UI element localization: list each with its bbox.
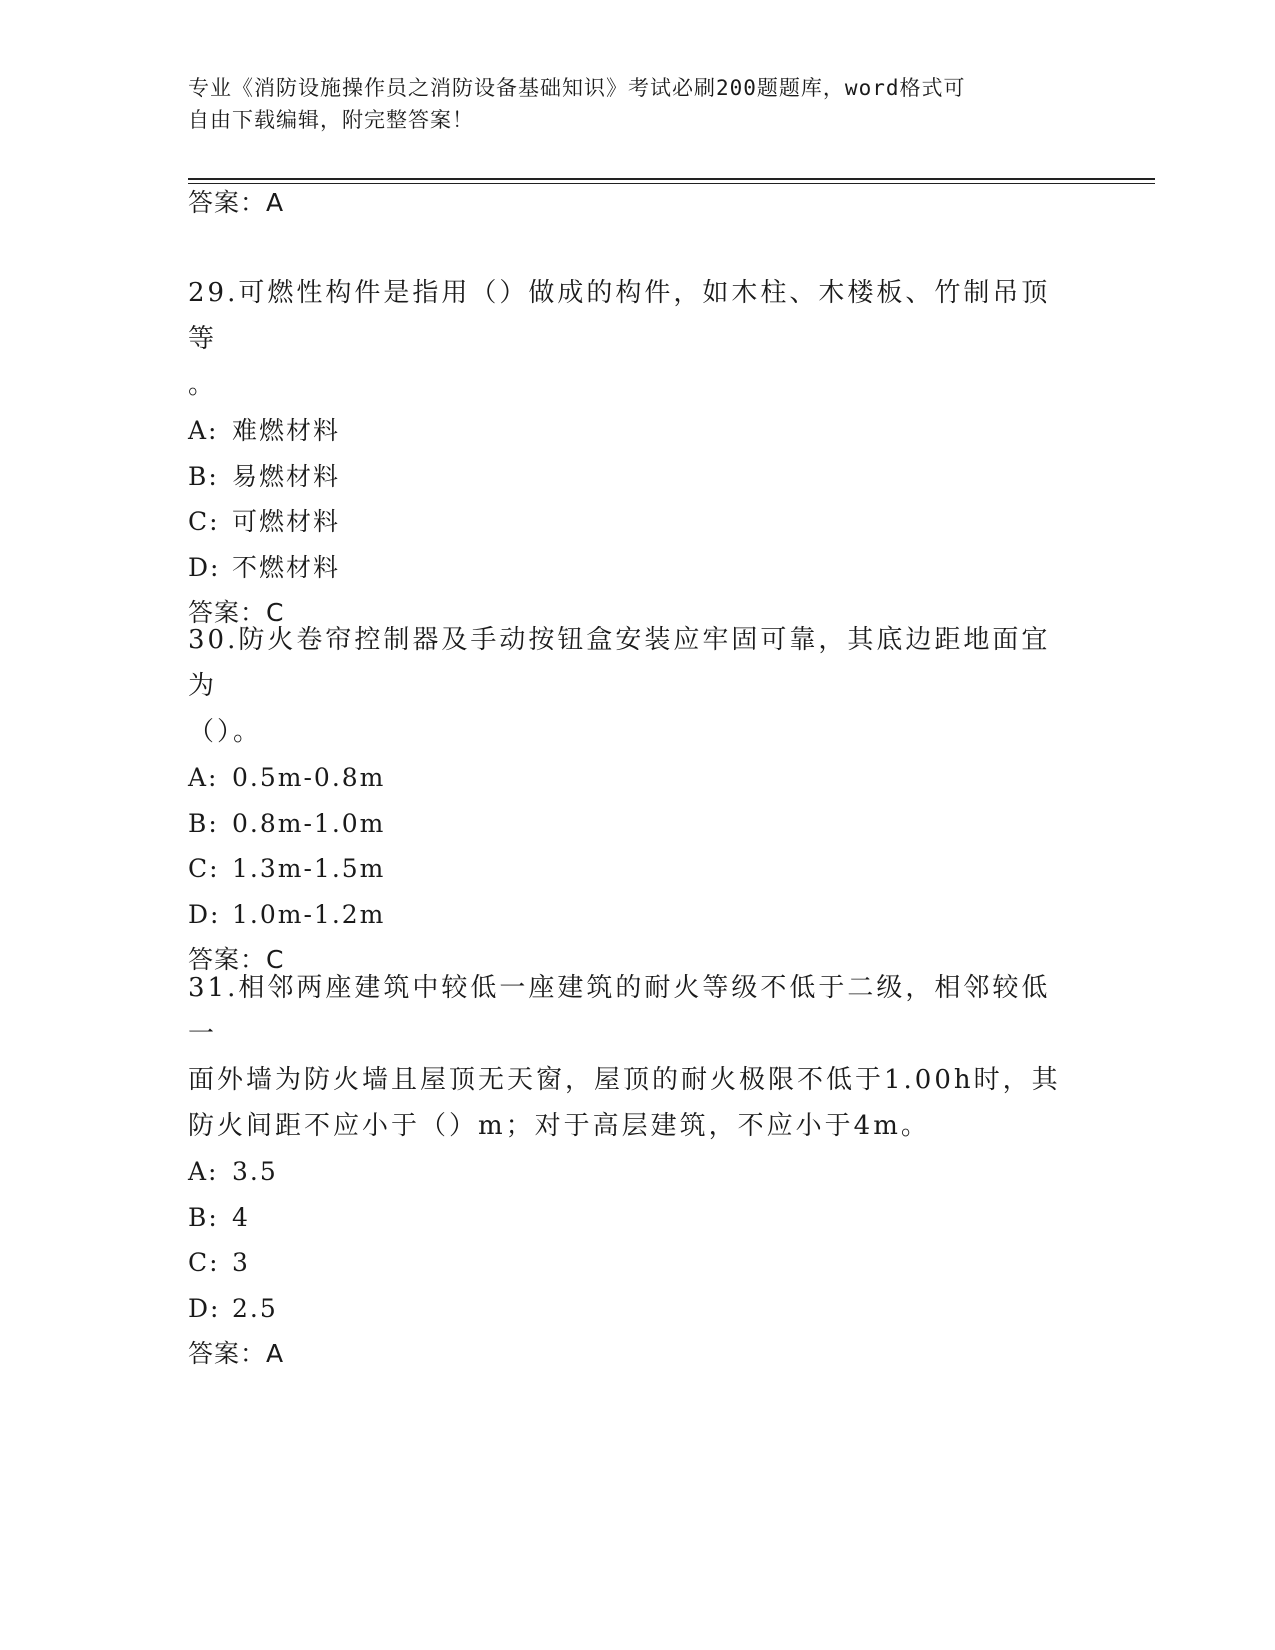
option-key: B: [188, 1202, 219, 1232]
option-a [188, 755, 1088, 801]
option-text: 2.5 [232, 1293, 278, 1323]
option-a [188, 408, 1088, 454]
option-key: A: [188, 1157, 219, 1186]
option-d [188, 545, 1088, 591]
option-text: 易燃材料 [232, 461, 341, 491]
option-b [188, 1195, 1088, 1241]
answer-line: 答案：C [188, 598, 285, 627]
option-key: D: [188, 899, 221, 929]
question-text [188, 965, 1078, 1149]
question-29 [188, 270, 1088, 636]
answer-line: 答案：C [188, 945, 285, 974]
option-text: 1.3m-1.5m [232, 854, 386, 883]
option-text: 3 [232, 1248, 250, 1277]
question-text-line: 29.可燃性构件是指用（）做成的构件，如木柱、木楼板、竹制吊顶等 [188, 278, 1051, 354]
option-key: C: [188, 854, 220, 883]
header-line-1: 专业《消防设施操作员之消防设备基础知识》考试必刷200题题库，word格式可 [188, 76, 966, 100]
option-c [188, 499, 1088, 545]
option-text: 1.0m-1.2m [232, 899, 386, 929]
option-c [188, 1240, 1088, 1286]
document-header [188, 72, 1068, 136]
option-key: A: [188, 416, 219, 445]
option-key: B: [188, 461, 219, 491]
option-text: 不燃材料 [232, 552, 341, 582]
option-text: 3.5 [232, 1157, 278, 1186]
header-line-2: 自由下载编辑，附完整答案！ [188, 108, 474, 132]
option-b [188, 454, 1088, 500]
question-text-line: 。 [188, 370, 218, 400]
question-30 [188, 617, 1088, 983]
question-text-line: 面外墙为防火墙且屋顶无天窗，屋顶的耐火极限不低于1.00h时，其 [188, 1065, 1061, 1095]
option-key: B: [188, 808, 219, 838]
option-key: D: [188, 552, 221, 582]
question-text-line: 31.相邻两座建筑中较低一座建筑的耐火等级不低于二级，相邻较低一 [188, 973, 1051, 1049]
question-text-line: （）。 [188, 717, 263, 747]
option-key: D: [188, 1293, 221, 1323]
previous-answer: 答案：A [188, 188, 285, 217]
option-text: 0.8m-1.0m [232, 808, 386, 838]
option-key: C: [188, 507, 220, 536]
question-text [188, 617, 1078, 755]
option-a [188, 1149, 1088, 1195]
option-text: 难燃材料 [232, 416, 341, 445]
question-text-line: 30.防火卷帘控制器及手动按钮盒安装应牢固可靠，其底边距地面宜为 [188, 625, 1051, 701]
question-text-line: 防火间距不应小于（）m；对于高层建筑，不应小于4m。 [188, 1111, 930, 1141]
option-text: 0.5m-0.8m [232, 763, 386, 792]
option-d [188, 1286, 1088, 1332]
option-d [188, 892, 1088, 938]
option-text: 可燃材料 [232, 507, 341, 536]
question-text [188, 270, 1078, 408]
answer-line: 答案：A [188, 1339, 285, 1368]
option-c [188, 846, 1088, 892]
option-text: 4 [232, 1202, 250, 1232]
question-31 [188, 965, 1088, 1377]
option-key: A: [188, 763, 219, 792]
option-b [188, 801, 1088, 847]
option-key: C: [188, 1248, 220, 1277]
